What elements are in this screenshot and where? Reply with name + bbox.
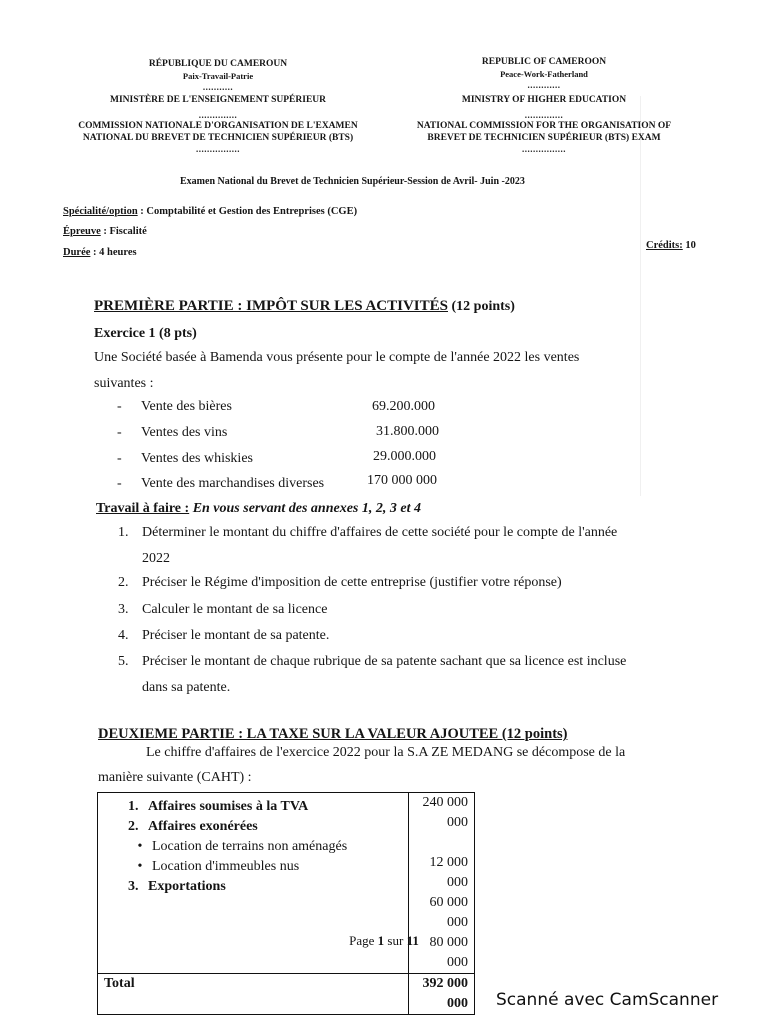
motto-fr: Paix-Travail-Patrie [182,71,254,81]
task-item [118,575,562,591]
amount-land: 12 000 000 [429,855,468,890]
separator-dots: ................ [196,144,240,154]
task-text-cont: 2022 [142,551,170,566]
task-heading [96,501,421,517]
credits-value: 10 [682,240,696,251]
part2-title [98,726,568,743]
task-item [118,628,329,644]
task-text: Calculer le montant de sa licence [142,602,328,617]
task-number: 5. [118,654,129,669]
credits-label: Crédits: [646,240,683,251]
sale-amount: 69.200.000 [372,399,435,414]
commission-fr-line2: NATIONAL DU BREVET DE TECHNICIEN SUPÉRIEUR (BTS) [82,133,354,143]
row-label: Location d'immeubles nus [152,859,300,874]
sale-amount: 29.000.000 [373,449,436,464]
part2-intro-line2: manière suivante (CAHT) : [98,770,252,785]
page-number [0,933,768,949]
commission-fr-line1: COMMISSION NATIONALE D'ORGANISATION DE L'EXAMEN [78,121,358,131]
commission-en-line2: BREVET DE TECHNICIEN SUPÉRIEUR (BTS) EXAM [427,133,661,143]
row-number: 3. [128,879,139,894]
commission-en-line1: NATIONAL COMMISSION FOR THE ORGANISATION OF [416,121,672,131]
task-number: 4. [118,628,129,643]
task-text: Préciser le montant de chaque rubrique de sa patente sachant que sa licence est incluse [142,654,627,669]
specialite-value: : Comptabilité et Gestion des Entreprises (CGE) [137,206,358,217]
row-label: Affaires exonérées [148,819,258,834]
amount-exports: 80 000 000 [429,935,468,970]
part1-points: (12 points) [448,299,515,314]
republic-en: REPUBLIC OF CAMEROON [481,57,607,67]
part1-title-text: PREMIÈRE PARTIE : IMPÔT SUR LES ACTIVITÉS [94,298,448,314]
header-english [394,56,694,154]
task-text: Déterminer le montant du chiffre d'affaires de cette société pour le compte de l'année [142,525,618,540]
page-prefix: Page [349,933,378,948]
sale-label: Ventes des whiskies [141,451,253,466]
specialite-label: Spécialité/option [63,206,138,217]
list-item: - Ventes des vins [117,425,228,440]
list-item: - Ventes des whiskies [117,451,253,466]
bullet-icon: • [137,859,143,874]
epreuve-label: Épreuve [63,226,101,237]
task-text: Préciser le Régime d'imposition de cette entreprise (justifier votre réponse) [142,575,562,590]
separator-dots: ............ [527,80,561,90]
republic-fr: RÉPUBLIQUE DU CAMEROUN [148,59,288,69]
part2-title-text: DEUXIEME PARTIE : LA TAXE SUR LA VALEUR AJOUTEE (12 points) [98,726,568,742]
sale-label: Vente des marchandises diverses [141,476,325,491]
page-mid: sur [384,933,407,948]
task-item [118,602,327,618]
sale-label: Vente des bières [141,399,232,414]
list-item: - Vente des marchandises diverses [117,476,325,491]
task-number: 3. [118,602,129,617]
task-item [118,525,617,541]
table-row-total [98,974,475,1015]
part1-intro-line2: suivantes : [94,376,154,391]
row-label: Location de terrains non aménagés [152,839,348,854]
task-hint: En vous servant des annexes 1, 2, 3 et 4 [192,501,421,516]
row-number: 2. [128,819,139,834]
motto-en: Peace-Work-Fatherland [500,69,588,79]
row-label: Exportations [148,879,226,894]
task-text-cont: dans sa patente. [142,680,231,695]
task-number: 1. [118,525,129,540]
separator-dots: .............. [524,110,564,120]
duree-value: : 4 heures [90,247,137,258]
sale-label: Ventes des vins [141,425,228,440]
part2-intro-line1: Le chiffre d'affaires de l'exercice 2022 pour la S.A ZE MEDANG se décompose de la [146,745,626,760]
amount-taxable: 240 000 000 [422,795,468,830]
bullet-icon: • [137,839,143,854]
task-item [118,654,626,670]
page-current: 1 [377,933,385,948]
separator-dots: ........... [202,82,234,92]
task-label: Travail à faire : [96,501,190,516]
part1-intro-line1: Une Société basée à Bamenda vous présente pour le compte de l'année 2022 les ventes [94,350,580,365]
exam-title: Examen National du Brevet de Technicien Supérieur-Session de Avril- Juin -2023 [180,176,525,187]
exercise1-title: Exercice 1 (8 pts) [94,326,197,341]
credits-line [646,240,696,251]
tva-table [97,792,475,1015]
header-french [68,58,368,154]
sale-amount: 31.800.000 [376,424,439,439]
separator-dots: .............. [198,110,238,120]
task-number: 2. [118,575,129,590]
bleed-through-shadow [640,96,761,496]
total-label: Total [98,974,409,1015]
separator-dots: ................ [522,144,566,154]
page-total: 11 [406,933,419,948]
total-value: 392 000 000 [409,974,475,1015]
sale-amount: 170 000 000 [367,473,437,488]
list-item: - Vente des bières [117,399,232,414]
ministry-fr: MINISTÈRE DE L'ENSEIGNEMENT SUPÉRIEUR [110,95,326,105]
epreuve-line [63,226,147,237]
specialite-line [63,206,357,217]
duree-line [63,247,137,258]
part1-title [94,298,515,315]
epreuve-value: : Fiscalité [100,226,147,237]
duree-label: Durée [63,247,91,258]
row-number: 1. [128,799,139,814]
camscanner-watermark: Scanné avec CamScanner [496,990,719,1010]
task-text: Préciser le montant de sa patente. [142,628,330,643]
row-label: Affaires soumises à la TVA [148,799,309,814]
amount-buildings: 60 000 000 [429,895,468,930]
ministry-en: MINISTRY OF HIGHER EDUCATION [461,95,627,105]
